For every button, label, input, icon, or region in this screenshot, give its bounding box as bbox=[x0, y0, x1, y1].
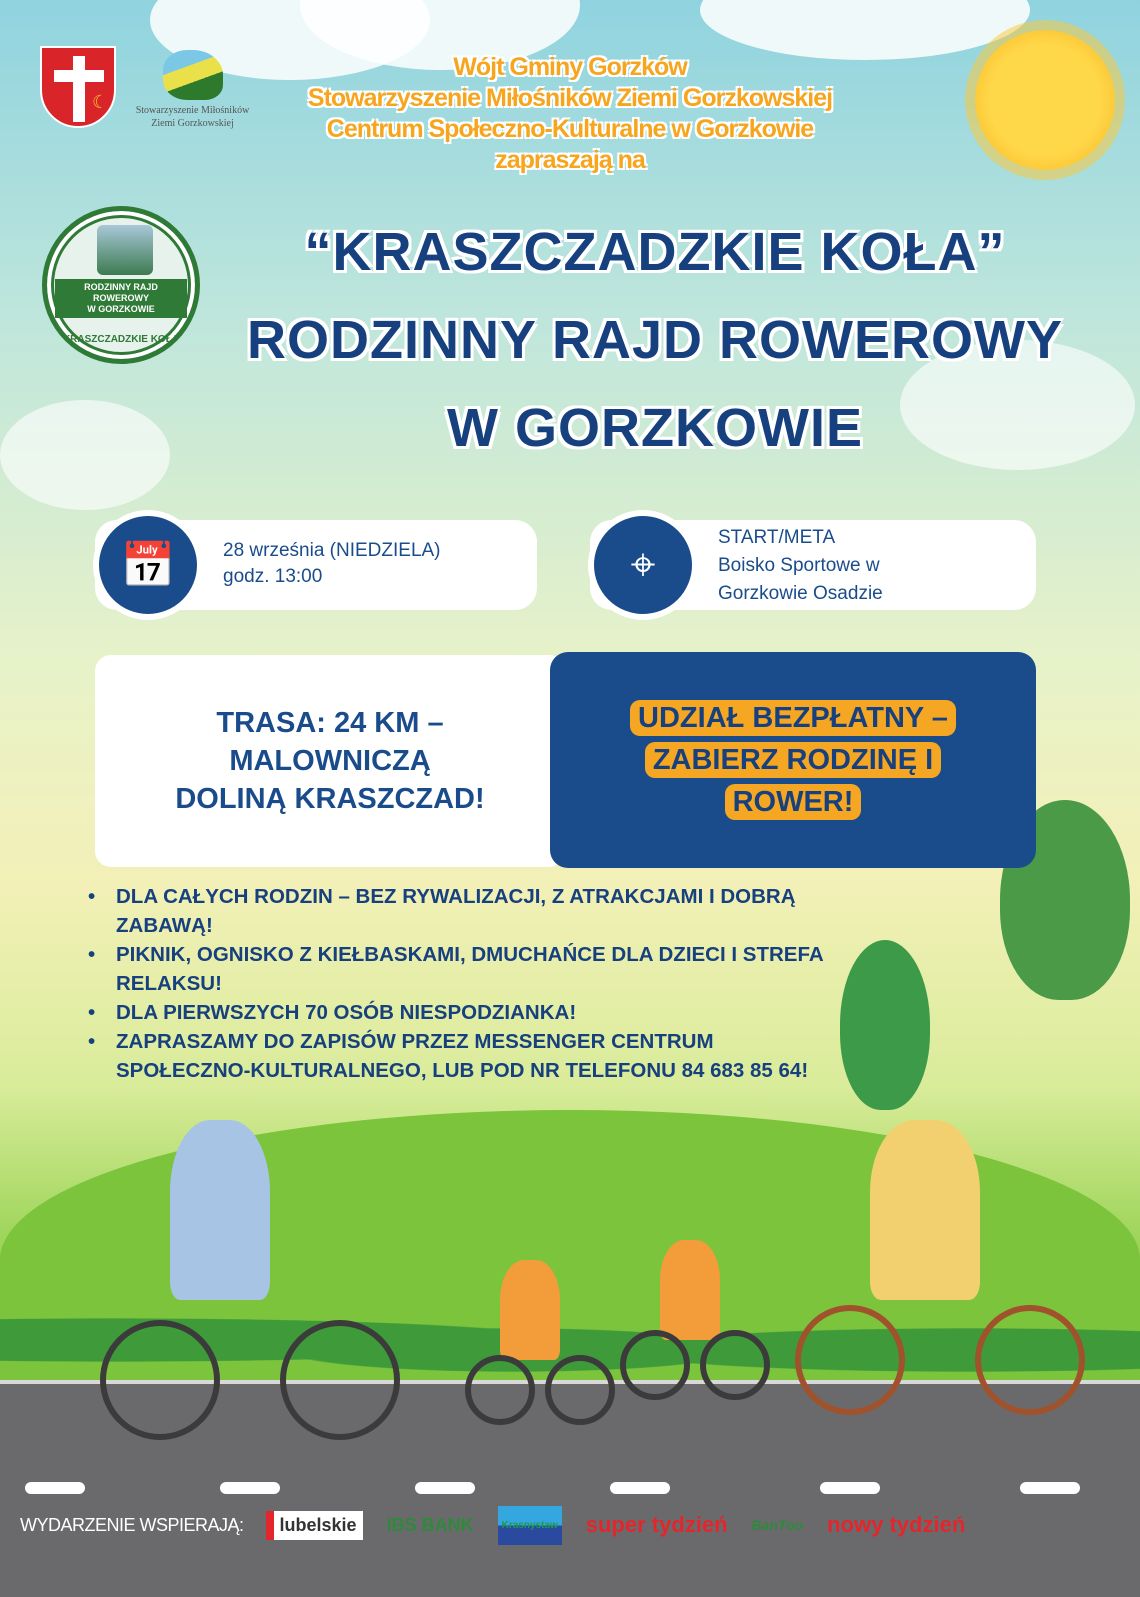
bike-wheel bbox=[975, 1305, 1085, 1415]
list-item: • PIKNIK, OGNISKO Z KIEŁBASKAMI, DMUCHAŃCE DLA DZIECI I STREFA RELAKSU! bbox=[88, 940, 828, 998]
gorzkow-coat-of-arms-logo: ☾ bbox=[40, 46, 116, 128]
bike-wheel bbox=[465, 1355, 535, 1425]
road-dash bbox=[610, 1482, 670, 1494]
event-badge-logo bbox=[42, 206, 200, 364]
route-box bbox=[95, 655, 565, 867]
cyclist-father-illustration bbox=[170, 1120, 270, 1300]
list-item: • ZAPRASZAMY DO ZAPISÓW PRZEZ MESSENGER CENTRUM SPOŁECZNO-KULTURALNEGO, LUB POD NR TELEFONU 84 683 85 64! bbox=[88, 1027, 828, 1085]
road-dash bbox=[220, 1482, 280, 1494]
bike-wheel bbox=[795, 1305, 905, 1415]
tree-illustration bbox=[840, 940, 930, 1110]
cyclist-mother-illustration bbox=[870, 1120, 980, 1300]
organizer-line: Stowarzyszenie Miłośników Ziemi Gorzkowskiej bbox=[307, 84, 833, 112]
logo-text: Ziemi Gorzkowskiej bbox=[151, 118, 234, 129]
road-dash bbox=[1020, 1482, 1080, 1494]
list-item: • DLA PIERWSZYCH 70 OSÓB NIESPODZIANKA! bbox=[88, 998, 828, 1027]
event-title bbox=[205, 208, 1105, 472]
location-text: Boisko Sportowe w bbox=[718, 555, 880, 576]
bike-wheel bbox=[620, 1330, 690, 1400]
sun-illustration bbox=[975, 30, 1115, 170]
bike-wheel bbox=[700, 1330, 770, 1400]
logo-text: Stowarzyszenie Miłośników bbox=[135, 105, 250, 116]
badge-arc-text: KRASZCZADZKIE KOŁA bbox=[62, 334, 180, 345]
cyclist-girl-illustration bbox=[500, 1260, 560, 1360]
date-text: 28 września (NIEDZIELA) bbox=[223, 540, 441, 561]
sponsor-logo-ibs-bank: IBS BANK bbox=[386, 1514, 474, 1535]
free-entry-text: UDZIAŁ BEZPŁATNY – ZABIERZ RODZINĘ I ROWER! bbox=[630, 700, 956, 820]
title-line: RODZINNY RAJD ROWEROWY bbox=[246, 310, 1064, 370]
sponsor-logo-lubelskie: lubelskie bbox=[266, 1511, 363, 1540]
trees-illustration bbox=[97, 225, 153, 275]
bike-wheel bbox=[100, 1320, 220, 1440]
organizer-line: Centrum Społeczno-Kulturalne w Gorzkowie bbox=[326, 115, 814, 143]
location-info bbox=[590, 520, 1036, 610]
cloud bbox=[0, 400, 170, 510]
map-pin-icon: ⌖ bbox=[588, 510, 698, 620]
badge-text: RODZINNY RAJD ROWEROWY bbox=[84, 282, 158, 303]
road-dash bbox=[25, 1482, 85, 1494]
free-entry-box bbox=[550, 652, 1036, 868]
organizers bbox=[230, 52, 910, 176]
title-line: W GORZKOWIE bbox=[447, 398, 863, 458]
event-details-list bbox=[88, 882, 828, 1085]
route-text: DOLINĄ KRASZCZAD! bbox=[175, 783, 485, 815]
location-text: Gorzkowie Osadzie bbox=[718, 583, 883, 604]
cloud bbox=[700, 0, 1030, 60]
sponsors-label: WYDARZENIE WSPIERAJĄ: bbox=[20, 1514, 244, 1535]
date-info bbox=[95, 520, 537, 610]
organizer-line: Wójt Gminy Gorzków bbox=[453, 53, 687, 81]
sponsor-logo-bantoo: BanToo bbox=[751, 1517, 804, 1533]
cyclist-boy-illustration bbox=[660, 1240, 720, 1340]
badge-text: W GORZKOWIE bbox=[87, 304, 155, 314]
sponsors-bar bbox=[20, 1500, 1120, 1550]
road-dash bbox=[820, 1482, 880, 1494]
bike-wheel bbox=[545, 1355, 615, 1425]
sponsor-logo-super-tydzien: super tydzień bbox=[585, 1512, 728, 1537]
bike-wheel bbox=[280, 1320, 400, 1440]
sponsor-logo-nowy-tydzien: nowy tydzień bbox=[827, 1512, 966, 1537]
route-text: TRASA: 24 KM – bbox=[216, 707, 444, 739]
calendar-clock-icon: 📅 bbox=[93, 510, 203, 620]
route-text: MALOWNICZĄ bbox=[229, 745, 431, 777]
list-item: • DLA CAŁYCH RODZIN – BEZ RYWALIZACJI, Z ATRAKCJAMI I DOBRĄ ZABAWĄ! bbox=[88, 882, 828, 940]
time-text: godz. 13:00 bbox=[223, 566, 323, 587]
sponsor-logo-krasnystaw: Krasnystaw bbox=[498, 1506, 562, 1545]
title-line: “KRASZCZADZKIE KOŁA” bbox=[304, 222, 1006, 282]
location-text: START/META bbox=[718, 527, 836, 548]
invite-line: zapraszają na bbox=[495, 146, 645, 174]
association-logo-mark bbox=[163, 50, 223, 100]
road-dash bbox=[415, 1482, 475, 1494]
